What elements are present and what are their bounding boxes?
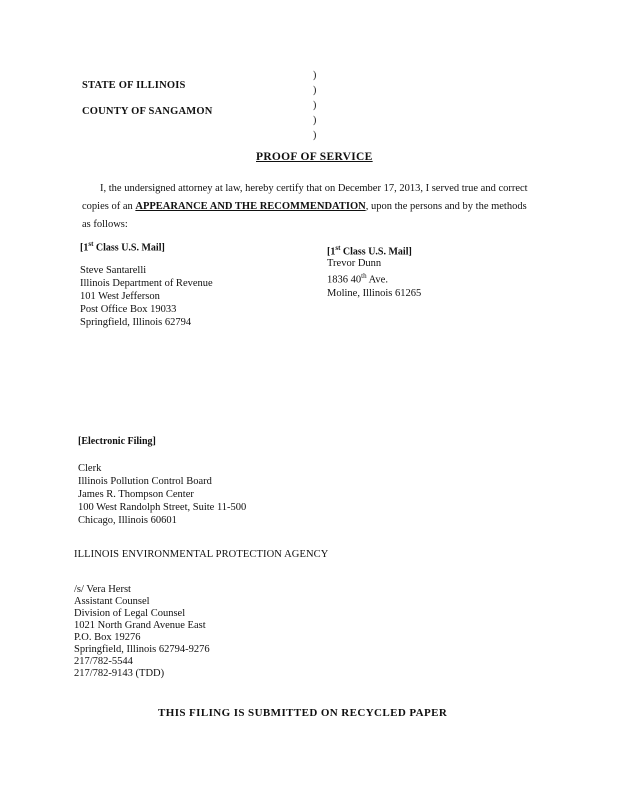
service-method-electronic: [Electronic Filing] [78, 436, 156, 447]
intro-line-2-pre: copies of an [82, 201, 136, 212]
intro-line-2 [82, 198, 527, 216]
address-block-left [80, 264, 213, 329]
address-line: Illinois Pollution Control Board [78, 476, 212, 487]
signature-line: P.O. Box 19276 [74, 632, 141, 643]
intro-line-3: as follows: [82, 219, 128, 230]
address-line: 1836 40th Ave. [327, 272, 388, 286]
signature-line: Division of Legal Counsel [74, 608, 186, 619]
intro-line-1: I, the undersigned attorney at law, hereby certify that on December 17, 2013, I served true and correct [100, 183, 528, 194]
signature-line: /s/ Vera Herst [74, 584, 131, 595]
signature-line: 217/782-9143 (TDD) [74, 668, 165, 679]
caption-parentheses: ) ) ) ) ) [313, 70, 317, 141]
recycled-paper-notice: THIS FILING IS SUBMITTED ON RECYCLED PAPER [158, 707, 448, 719]
address-line: Moline, Illinois 61265 [327, 287, 422, 299]
document-names: APPEARANCE AND THE RECOMMENDATION [135, 201, 366, 212]
document-title: PROOF OF SERVICE [256, 151, 373, 163]
service-method-right: [1st Class U.S. Mail] [327, 244, 412, 258]
address-line: 101 West Jefferson [80, 291, 160, 302]
address-line: Springfield, Illinois 62794 [80, 317, 192, 328]
address-line: 100 West Randolph Street, Suite 11-500 [78, 502, 247, 513]
address-line: Chicago, Illinois 60601 [78, 515, 177, 526]
agency-name: ILLINOIS ENVIRONMENTAL PROTECTION AGENCY [74, 549, 329, 560]
address-line: Trevor Dunn [327, 258, 382, 269]
address-line: Post Office Box 19033 [80, 304, 177, 315]
address-line: Clerk [78, 463, 102, 474]
signature-line: 217/782-5544 [74, 656, 133, 667]
address-block-electronic [78, 462, 246, 527]
service-method-left: [1st Class U.S. Mail] [80, 240, 165, 254]
intro-line-2-post: , upon the persons and by the methods [365, 201, 527, 212]
signature-line: 1021 North Grand Avenue East [74, 620, 206, 631]
address-line: Illinois Department of Revenue [80, 278, 213, 289]
caption-county: COUNTY OF SANGAMON [82, 106, 213, 117]
signature-line: Assistant Counsel [74, 596, 150, 607]
signature-line: Springfield, Illinois 62794-9276 [74, 644, 210, 655]
signature-block [74, 584, 210, 680]
address-line: Steve Santarelli [80, 265, 147, 276]
address-block-right [327, 257, 421, 300]
address-line: James R. Thompson Center [78, 489, 194, 500]
caption-state: STATE OF ILLINOIS [82, 80, 186, 91]
